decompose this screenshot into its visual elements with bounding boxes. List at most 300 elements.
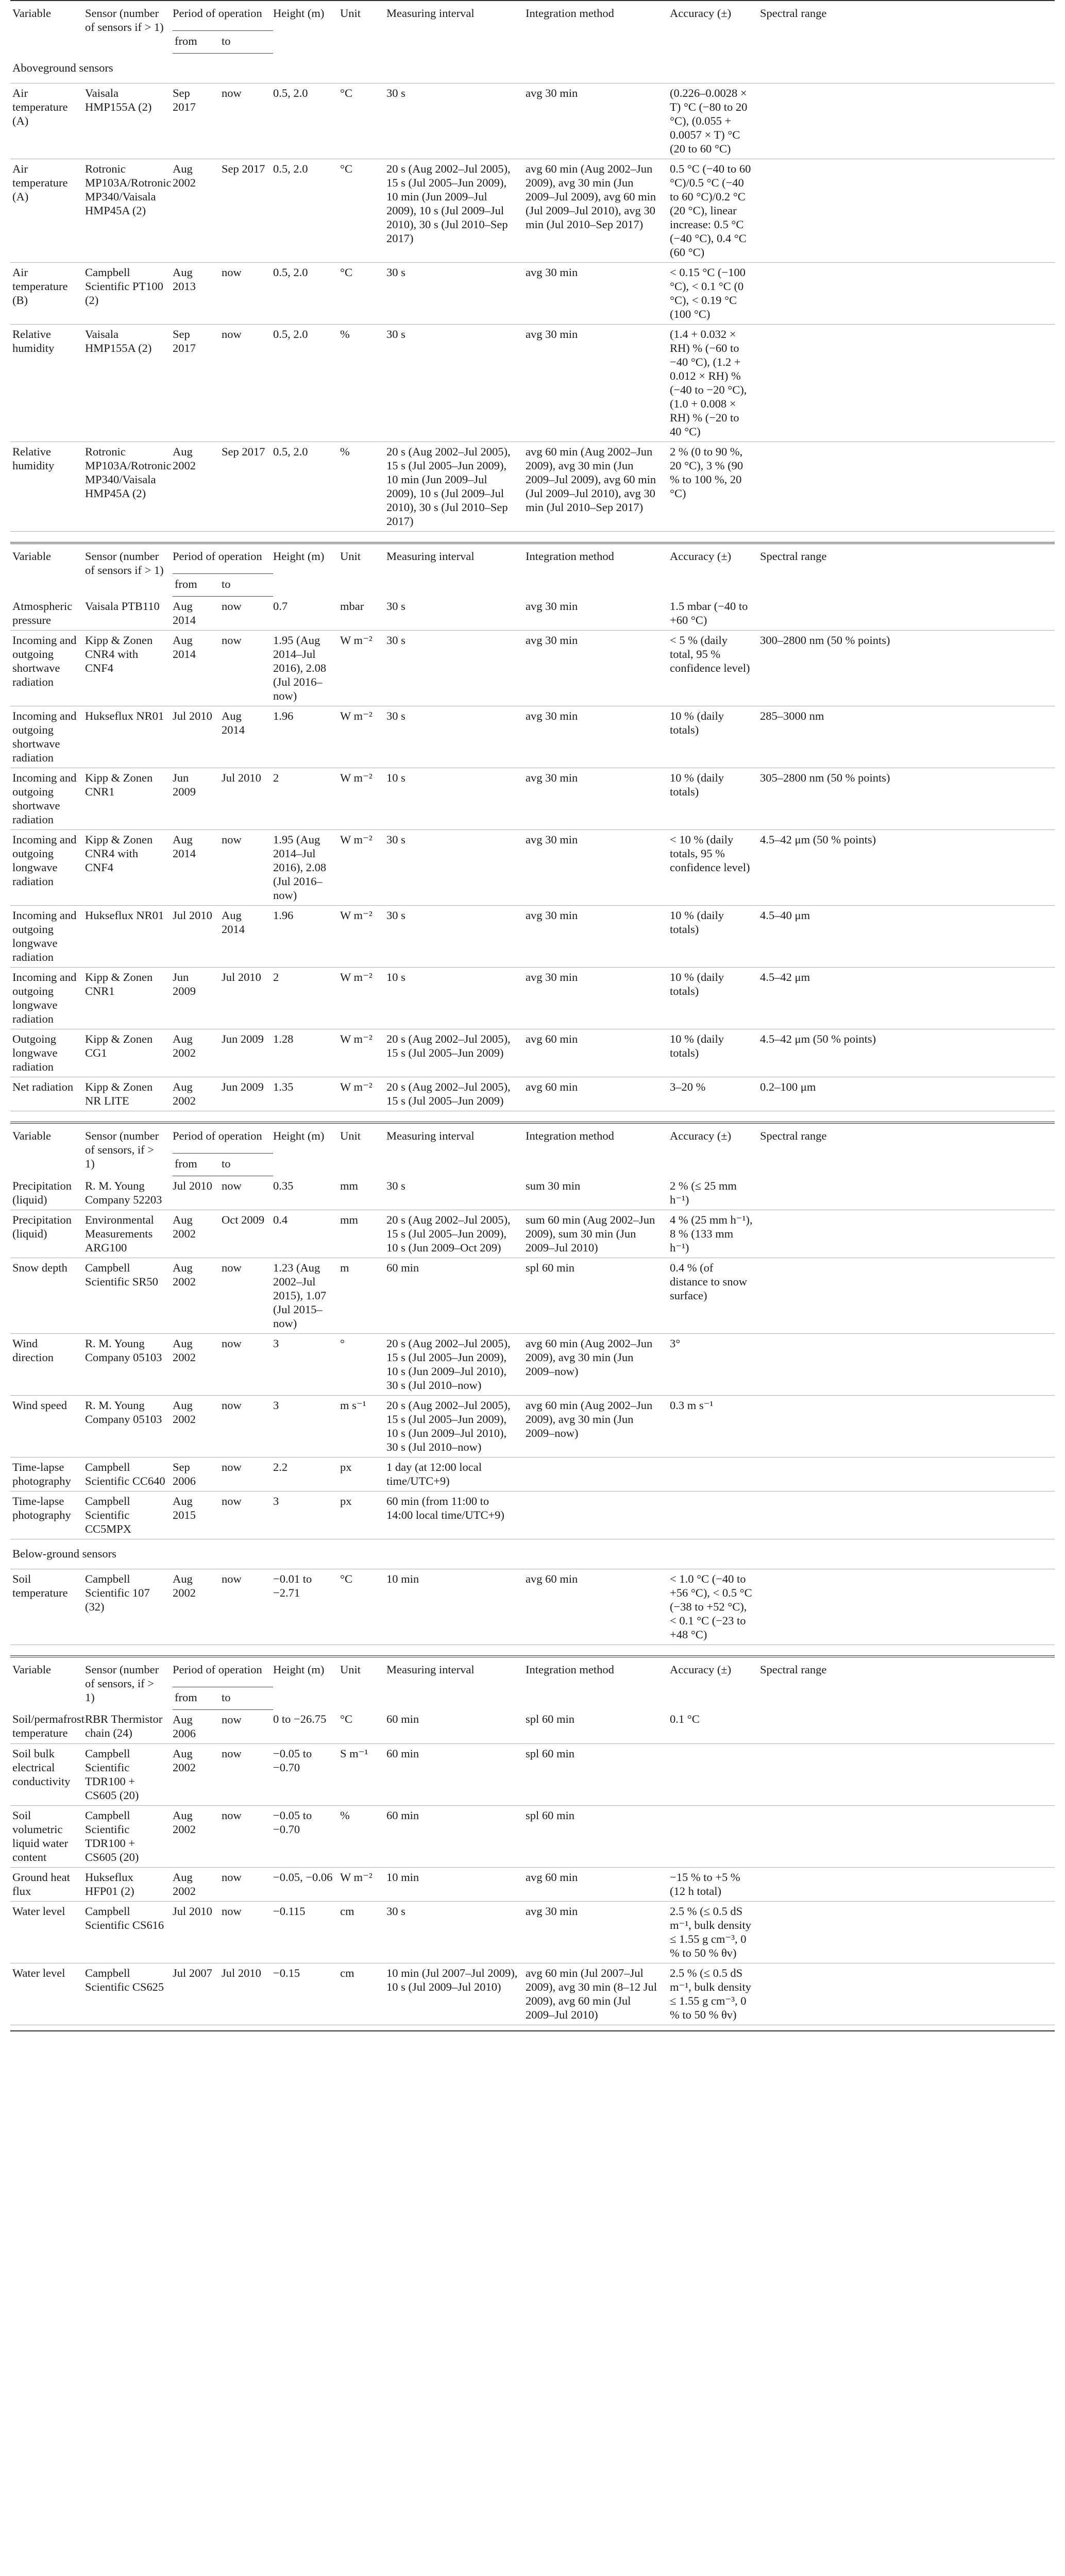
header-interval: Measuring interval [386,7,475,20]
cell-height: 0.5, 2.0 [273,325,340,442]
header-height: Height (m) [273,1663,325,1676]
cell-sensor: Vaisala HMP155A (2) [85,83,173,159]
cell-interval: 20 s (Aug 2002–Jul 2005), 15 s (Jul 2005–Jun 2009), 10 s (Jun 2009–Jul 2010), 30 s (Jul 2010–now) [386,1333,526,1395]
table-row [10,442,1055,532]
cell-integration: spl 60 min [526,1743,670,1805]
cell-from: Aug 2002 [173,442,222,532]
header-unit: Unit [340,1129,361,1142]
cell-integration: avg 30 min [526,906,670,968]
table-row [10,1963,1055,2025]
cell-integration: avg 60 min [526,1569,670,1645]
cell-height: −0.05, −0.06 [273,1867,340,1901]
cell-from: Aug 2002 [173,1258,222,1333]
cell-interval: 20 s (Aug 2002–Jul 2005), 15 s (Jul 2005–Jun 2009) [386,1029,526,1077]
cell-interval: 30 s [386,1901,526,1963]
header-height: Height (m) [273,550,325,563]
cell-variable: Snow depth [10,1258,85,1333]
cell-spectral [760,1258,1055,1333]
cell-to: Jul 2010 [222,768,273,830]
cell-to: now [222,1333,273,1395]
cell-height: 0.35 [273,1176,340,1210]
cell-to: now [222,325,273,442]
cell-variable: Wind speed [10,1395,85,1457]
cell-spectral [760,263,1055,325]
cell-to: now [222,1176,273,1210]
cell-sensor: Hukseflux NR01 [85,906,173,968]
table-row [10,906,1055,968]
table-row [10,1901,1055,1963]
cell-sensor: Kipp & Zonen CG1 [85,1029,173,1077]
cell-spectral [760,1743,1055,1805]
header-unit: Unit [340,550,361,563]
cell-accuracy [670,1743,760,1805]
cell-to: now [222,1395,273,1457]
cell-height: 2 [273,968,340,1029]
table-row [10,768,1055,830]
header-spectral: Spectral range [760,550,827,563]
cell-accuracy: 10 % (daily totals) [670,968,760,1029]
cell-integration: avg 30 min [526,263,670,325]
cell-unit: S m⁻¹ [340,1743,386,1805]
cell-height: 1.96 [273,906,340,968]
table-body [10,597,1055,1111]
cell-height: −0.115 [273,1901,340,1963]
cell-height: −0.05 to −0.70 [273,1805,340,1867]
cell-unit: W m⁻² [340,706,386,768]
table-body [10,1176,1055,1645]
cell-unit: px [340,1491,386,1539]
cell-height: 1.95 (Aug 2014–Jul 2016), 2.08 (Jul 2016–now) [273,830,340,906]
table-row [10,597,1055,631]
cell-accuracy: −15 % to +5 % (12 h total) [670,1867,760,1901]
cell-integration: avg 30 min [526,830,670,906]
cell-spectral [760,1709,1055,1743]
header-integration: Integration method [526,1663,614,1676]
table-row [10,1210,1055,1258]
cell-height: 1.23 (Aug 2002–Jul 2015), 1.07 (Jul 2015–now) [273,1258,340,1333]
cell-integration: spl 60 min [526,1258,670,1333]
cell-from: Sep 2017 [173,325,222,442]
cell-accuracy: 2 % (0 to 90 %, 20 °C), 3 % (90 % to 100 %, 20 °C) [670,442,760,532]
cell-spectral [760,1569,1055,1645]
header-variable: Variable [12,7,51,20]
header-period: Period of operation [173,7,262,20]
cell-accuracy: 10 % (daily totals) [670,706,760,768]
cell-variable: Incoming and outgoing longwave radiation [10,906,85,968]
table-row [10,1569,1055,1645]
cell-sensor: Campbell Scientific CS616 [85,1901,173,1963]
cell-height: 0.5, 2.0 [273,159,340,263]
cell-sensor: Campbell Scientific 107 (32) [85,1569,173,1645]
cell-to: now [222,1709,273,1743]
table-row [10,830,1055,906]
cell-height: 3 [273,1491,340,1539]
cell-spectral [760,1867,1055,1901]
cell-variable: Soil/permafrost temperature [10,1709,85,1743]
cell-interval: 10 min [386,1867,526,1901]
cell-unit: W m⁻² [340,631,386,706]
cell-accuracy: 0.4 % (of distance to snow surface) [670,1258,760,1333]
cell-integration: sum 30 min [526,1176,670,1210]
cell-spectral [760,83,1055,159]
cell-to: now [222,263,273,325]
cell-from: Sep 2017 [173,83,222,159]
header-integration: Integration method [526,1129,614,1142]
cell-sensor: R. M. Young Company 52203 [85,1176,173,1210]
cell-interval: 20 s (Aug 2002–Jul 2005), 15 s (Jul 2005–Jun 2009), 10 min (Jun 2009–Jul 2009), 10 s (Jul 2009–Jul 2010), 30 s (Jul 2010–Sep 2017) [386,159,526,263]
cell-accuracy: 0.5 °C (−40 to 60 °C)/0.5 °C (−40 to 60 °C)/0.2 °C (20 °C), linear increase: 0.5 °C (−40 °C), 0.4 °C (60 °C) [670,159,760,263]
cell-to: now [222,83,273,159]
header-integration: Integration method [526,7,614,20]
cell-interval: 20 s (Aug 2002–Jul 2005), 15 s (Jul 2005–Jun 2009) [386,1077,526,1111]
cell-height: 0.7 [273,597,340,631]
header-sensor: Sensor (number of sensors if > 1) [85,550,164,577]
table-row [10,83,1055,159]
header-accuracy: Accuracy (±) [670,1663,732,1676]
cell-sensor: Kipp & Zonen NR LITE [85,1077,173,1111]
cell-interval: 20 s (Aug 2002–Jul 2005), 15 s (Jul 2005–Jun 2009), 10 s (Jun 2009–Jul 2010), 30 s (Jul 2010–now) [386,1395,526,1457]
cell-integration: spl 60 min [526,1709,670,1743]
cell-variable: Relative humidity [10,325,85,442]
cell-variable: Incoming and outgoing longwave radiation [10,968,85,1029]
cell-integration: avg 60 min (Aug 2002–Jun 2009), avg 30 min (Jun 2009–Jul 2009), avg 60 min (Jul 2009–Jul 2010), avg 30 min (Jul 2010–Sep 2017) [526,442,670,532]
table-row [10,1867,1055,1901]
cell-sensor: Hukseflux NR01 [85,706,173,768]
cell-unit: °C [340,1709,386,1743]
cell-spectral: 4.5–42 μm [760,968,1055,1029]
cell-spectral [760,1805,1055,1867]
cell-spectral [760,1491,1055,1539]
cell-accuracy: 4 % (25 mm h⁻¹), 8 % (133 mm h⁻¹) [670,1210,760,1258]
header-from: from [173,574,222,597]
cell-from: Jun 2009 [173,768,222,830]
cell-variable: Time-lapse photography [10,1491,85,1539]
cell-to: now [222,1743,273,1805]
cell-integration: avg 60 min [526,1029,670,1077]
cell-accuracy: 1.5 mbar (−40 to +60 °C) [670,597,760,631]
cell-sensor: Campbell Scientific CC5MPX [85,1491,173,1539]
cell-variable: Soil bulk electrical conductivity [10,1743,85,1805]
cell-variable: Incoming and outgoing shortwave radiation [10,768,85,830]
cell-sensor: R. M. Young Company 05103 [85,1333,173,1395]
cell-from: Aug 2002 [173,1029,222,1077]
cell-sensor: R. M. Young Company 05103 [85,1395,173,1457]
cell-sensor: Environmental Measurements ARG100 [85,1210,173,1258]
cell-interval: 30 s [386,706,526,768]
cell-interval: 30 s [386,906,526,968]
table-row [10,1743,1055,1805]
header-from: from [173,31,222,54]
cell-accuracy [670,1805,760,1867]
cell-integration: avg 30 min [526,83,670,159]
cell-height: 0.5, 2.0 [273,83,340,159]
cell-unit: % [340,325,386,442]
cell-variable: Time-lapse photography [10,1457,85,1491]
table-header [10,544,1055,597]
section-separator [10,532,1055,544]
cell-variable: Precipitation (liquid) [10,1176,85,1210]
cell-accuracy: 10 % (daily totals) [670,1029,760,1077]
table-row [10,1805,1055,1867]
cell-unit: W m⁻² [340,1867,386,1901]
header-sensor: Sensor (number of sensors, if > 1) [85,1129,159,1170]
cell-variable: Outgoing longwave radiation [10,1029,85,1077]
cell-sensor: RBR Thermistor chain (24) [85,1709,173,1743]
cell-from: Aug 2014 [173,631,222,706]
cell-unit: W m⁻² [340,906,386,968]
cell-from: Aug 2014 [173,830,222,906]
cell-variable: Air temperature (A) [10,159,85,263]
header-period: Period of operation [173,550,262,563]
header-spectral: Spectral range [760,1663,827,1676]
cell-to: Aug 2014 [222,706,273,768]
cell-spectral [760,1210,1055,1258]
table-row [10,325,1055,442]
cell-variable: Soil temperature [10,1569,85,1645]
table-row [10,1258,1055,1333]
cell-variable: Ground heat flux [10,1867,85,1901]
cell-unit: °C [340,159,386,263]
cell-sensor: Kipp & Zonen CNR4 with CNF4 [85,830,173,906]
cell-accuracy: 0.3 m s⁻¹ [670,1395,760,1457]
cell-sensor: Campbell Scientific CC640 [85,1457,173,1491]
cell-accuracy: (1.4 + 0.032 × RH) % (−60 to −40 °C), (1.2 + 0.012 × RH) % (−40 to −20 °C), (1.0 + 0.008 × RH) % (−20 to 40 °C) [670,325,760,442]
cell-to: Sep 2017 [222,442,273,532]
cell-to: now [222,1805,273,1867]
cell-from: Jun 2009 [173,968,222,1029]
cell-to: Oct 2009 [222,1210,273,1258]
table-row [10,263,1055,325]
cell-spectral: 300–2800 nm (50 % points) [760,631,1055,706]
cell-height: 1.96 [273,706,340,768]
table-row [10,159,1055,263]
cell-sensor: Campbell Scientific PT100 (2) [85,263,173,325]
table-body [10,54,1055,532]
cell-interval: 30 s [386,631,526,706]
cell-interval: 20 s (Aug 2002–Jul 2005), 15 s (Jul 2005–Jun 2009), 10 s (Jun 2009–Oct 209) [386,1210,526,1258]
cell-integration: avg 30 min [526,968,670,1029]
cell-to: Jul 2010 [222,968,273,1029]
cell-variable: Air temperature (A) [10,83,85,159]
cell-accuracy [670,1491,760,1539]
cell-spectral [760,325,1055,442]
cell-integration: spl 60 min [526,1805,670,1867]
header-to: to [222,1687,273,1709]
cell-unit: % [340,1805,386,1867]
cell-interval: 30 s [386,325,526,442]
header-period: Period of operation [173,1663,262,1676]
table-row [10,1709,1055,1743]
cell-accuracy: 3° [670,1333,760,1395]
cell-variable: Incoming and outgoing shortwave radiation [10,706,85,768]
cell-unit: °C [340,1569,386,1645]
table-row [10,1395,1055,1457]
cell-variable: Wind direction [10,1333,85,1395]
cell-variable: Water level [10,1901,85,1963]
cell-from: Aug 2002 [173,1805,222,1867]
cell-height: −0.05 to −0.70 [273,1743,340,1805]
header-interval: Measuring interval [386,550,475,563]
cell-accuracy: < 0.15 °C (−100 °C), < 0.1 °C (0 °C), < 0.19 °C (100 °C) [670,263,760,325]
cell-interval: 60 min [386,1743,526,1805]
cell-integration: avg 60 min (Aug 2002–Jun 2009), avg 30 min (Jun 2009–Jul 2009), avg 60 min (Jul 2009–Jul 2010), avg 30 min (Jul 2010–Sep 2017) [526,159,670,263]
header-from: from [173,1154,222,1176]
table-section [10,544,1055,1111]
table-row [10,1029,1055,1077]
cell-to: Jul 2010 [222,1963,273,2025]
cell-accuracy: (0.226–0.0028 × T) °C (−80 to 20 °C), (0.055 + 0.0057 × T) °C (20 to 60 °C) [670,83,760,159]
group-heading: Aboveground sensors [10,54,1055,83]
cell-interval: 1 day (at 12:00 local time/UTC+9) [386,1457,526,1491]
header-accuracy: Accuracy (±) [670,550,732,563]
cell-interval: 60 min (from 11:00 to 14:00 local time/UTC+9) [386,1491,526,1539]
cell-accuracy: 2 % (≤ 25 mm h⁻¹) [670,1176,760,1210]
cell-unit: m s⁻¹ [340,1395,386,1457]
cell-height: −0.15 [273,1963,340,2025]
cell-unit: mm [340,1176,386,1210]
cell-integration: avg 60 min [526,1077,670,1111]
cell-from: Aug 2002 [173,1210,222,1258]
cell-from: Jul 2010 [173,706,222,768]
cell-variable: Precipitation (liquid) [10,1210,85,1258]
cell-interval: 10 s [386,768,526,830]
cell-unit: % [340,442,386,532]
cell-interval: 30 s [386,830,526,906]
cell-to: Jun 2009 [222,1077,273,1111]
cell-height: 2.2 [273,1457,340,1491]
cell-variable: Air temperature (B) [10,263,85,325]
cell-unit: W m⁻² [340,968,386,1029]
cell-accuracy: < 1.0 °C (−40 to +56 °C), < 0.5 °C (−38 to +52 °C), < 0.1 °C (−23 to +48 °C) [670,1569,760,1645]
sensor-table-document [10,0,1055,2031]
cell-spectral: 4.5–42 μm (50 % points) [760,1029,1055,1077]
cell-from: Jul 2007 [173,1963,222,2025]
table-row [10,631,1055,706]
cell-sensor: Rotronic MP103A/Rotronic MP340/Vaisala HMP45A (2) [85,159,173,263]
cell-from: Jul 2010 [173,1176,222,1210]
cell-sensor: Rotronic MP103A/Rotronic MP340/Vaisala HMP45A (2) [85,442,173,532]
table-row [10,1176,1055,1210]
table-row [10,1077,1055,1111]
cell-from: Aug 2002 [173,1867,222,1901]
table-header [10,1657,1055,1710]
cell-sensor: Vaisala HMP155A (2) [85,325,173,442]
table-row [10,1457,1055,1491]
cell-unit: m [340,1258,386,1333]
group-heading-row [10,1539,1055,1569]
cell-to: Sep 2017 [222,159,273,263]
cell-sensor: Campbell Scientific SR50 [85,1258,173,1333]
cell-unit: mbar [340,597,386,631]
cell-spectral: 4.5–40 μm [760,906,1055,968]
cell-accuracy: 0.1 °C [670,1709,760,1743]
table-header [10,1,1055,54]
header-sensor: Sensor (number of sensors, if > 1) [85,1663,159,1704]
cell-to: now [222,597,273,631]
cell-sensor: Campbell Scientific TDR100 + CS605 (20) [85,1743,173,1805]
cell-height: 1.35 [273,1077,340,1111]
cell-height: 1.28 [273,1029,340,1077]
cell-integration [526,1457,670,1491]
header-sensor: Sensor (number of sensors if > 1) [85,7,164,33]
cell-interval: 10 min (Jul 2007–Jul 2009), 10 s (Jul 2009–Jul 2010) [386,1963,526,2025]
cell-sensor: Vaisala PTB110 [85,597,173,631]
header-variable: Variable [12,1129,51,1142]
cell-variable: Water level [10,1963,85,2025]
cell-spectral [760,1395,1055,1457]
cell-integration [526,1491,670,1539]
cell-height: 0.5, 2.0 [273,442,340,532]
cell-spectral [760,1333,1055,1395]
cell-integration: avg 30 min [526,768,670,830]
cell-from: Aug 2002 [173,159,222,263]
header-variable: Variable [12,550,51,563]
cell-height: −0.01 to −2.71 [273,1569,340,1645]
cell-from: Aug 2002 [173,1333,222,1395]
cell-interval: 10 min [386,1569,526,1645]
cell-interval: 30 s [386,1176,526,1210]
cell-from: Aug 2013 [173,263,222,325]
header-period: Period of operation [173,1129,262,1142]
table-row [10,1491,1055,1539]
header-variable: Variable [12,1663,51,1676]
cell-interval: 30 s [386,83,526,159]
cell-integration: avg 30 min [526,325,670,442]
cell-sensor: Kipp & Zonen CNR1 [85,768,173,830]
cell-from: Aug 2002 [173,1077,222,1111]
cell-interval: 30 s [386,263,526,325]
cell-spectral: 305–2800 nm (50 % points) [760,768,1055,830]
cell-interval: 10 s [386,968,526,1029]
header-unit: Unit [340,1663,361,1676]
cell-to: Aug 2014 [222,906,273,968]
cell-height: 3 [273,1395,340,1457]
cell-integration: avg 60 min (Aug 2002–Jun 2009), avg 30 min (Jun 2009–now) [526,1333,670,1395]
table-row [10,706,1055,768]
cell-from: Aug 2002 [173,1395,222,1457]
cell-from: Aug 2014 [173,597,222,631]
header-spectral: Spectral range [760,1129,827,1142]
table-section [10,1,1055,532]
header-to: to [222,31,273,54]
table-section [10,1124,1055,1645]
cell-accuracy: 10 % (daily totals) [670,768,760,830]
cell-unit: W m⁻² [340,1029,386,1077]
table-section [10,1657,1055,2025]
cell-variable: Atmospheric pressure [10,597,85,631]
cell-unit: W m⁻² [340,1077,386,1111]
cell-variable: Relative humidity [10,442,85,532]
cell-interval: 60 min [386,1709,526,1743]
section-separator [10,1111,1055,1124]
cell-unit: cm [340,1963,386,2025]
header-accuracy: Accuracy (±) [670,7,732,20]
cell-integration: avg 60 min (Aug 2002–Jun 2009), avg 30 min (Jun 2009–now) [526,1395,670,1457]
header-integration: Integration method [526,550,614,563]
cell-spectral [760,1457,1055,1491]
group-heading: Below-ground sensors [10,1539,1055,1569]
cell-integration: avg 60 min [526,1867,670,1901]
cell-spectral [760,1901,1055,1963]
cell-sensor: Hukseflux HFP01 (2) [85,1867,173,1901]
cell-integration: avg 30 min [526,597,670,631]
table-header [10,1124,1055,1176]
cell-accuracy: 2.5 % (≤ 0.5 dS m⁻¹, bulk density ≤ 1.55 g cm⁻³, 0 % to 50 % θv) [670,1901,760,1963]
cell-variable: Incoming and outgoing longwave radiation [10,830,85,906]
header-from: from [173,1687,222,1709]
cell-unit: ° [340,1333,386,1395]
cell-accuracy: < 5 % (daily total, 95 % confidence level) [670,631,760,706]
